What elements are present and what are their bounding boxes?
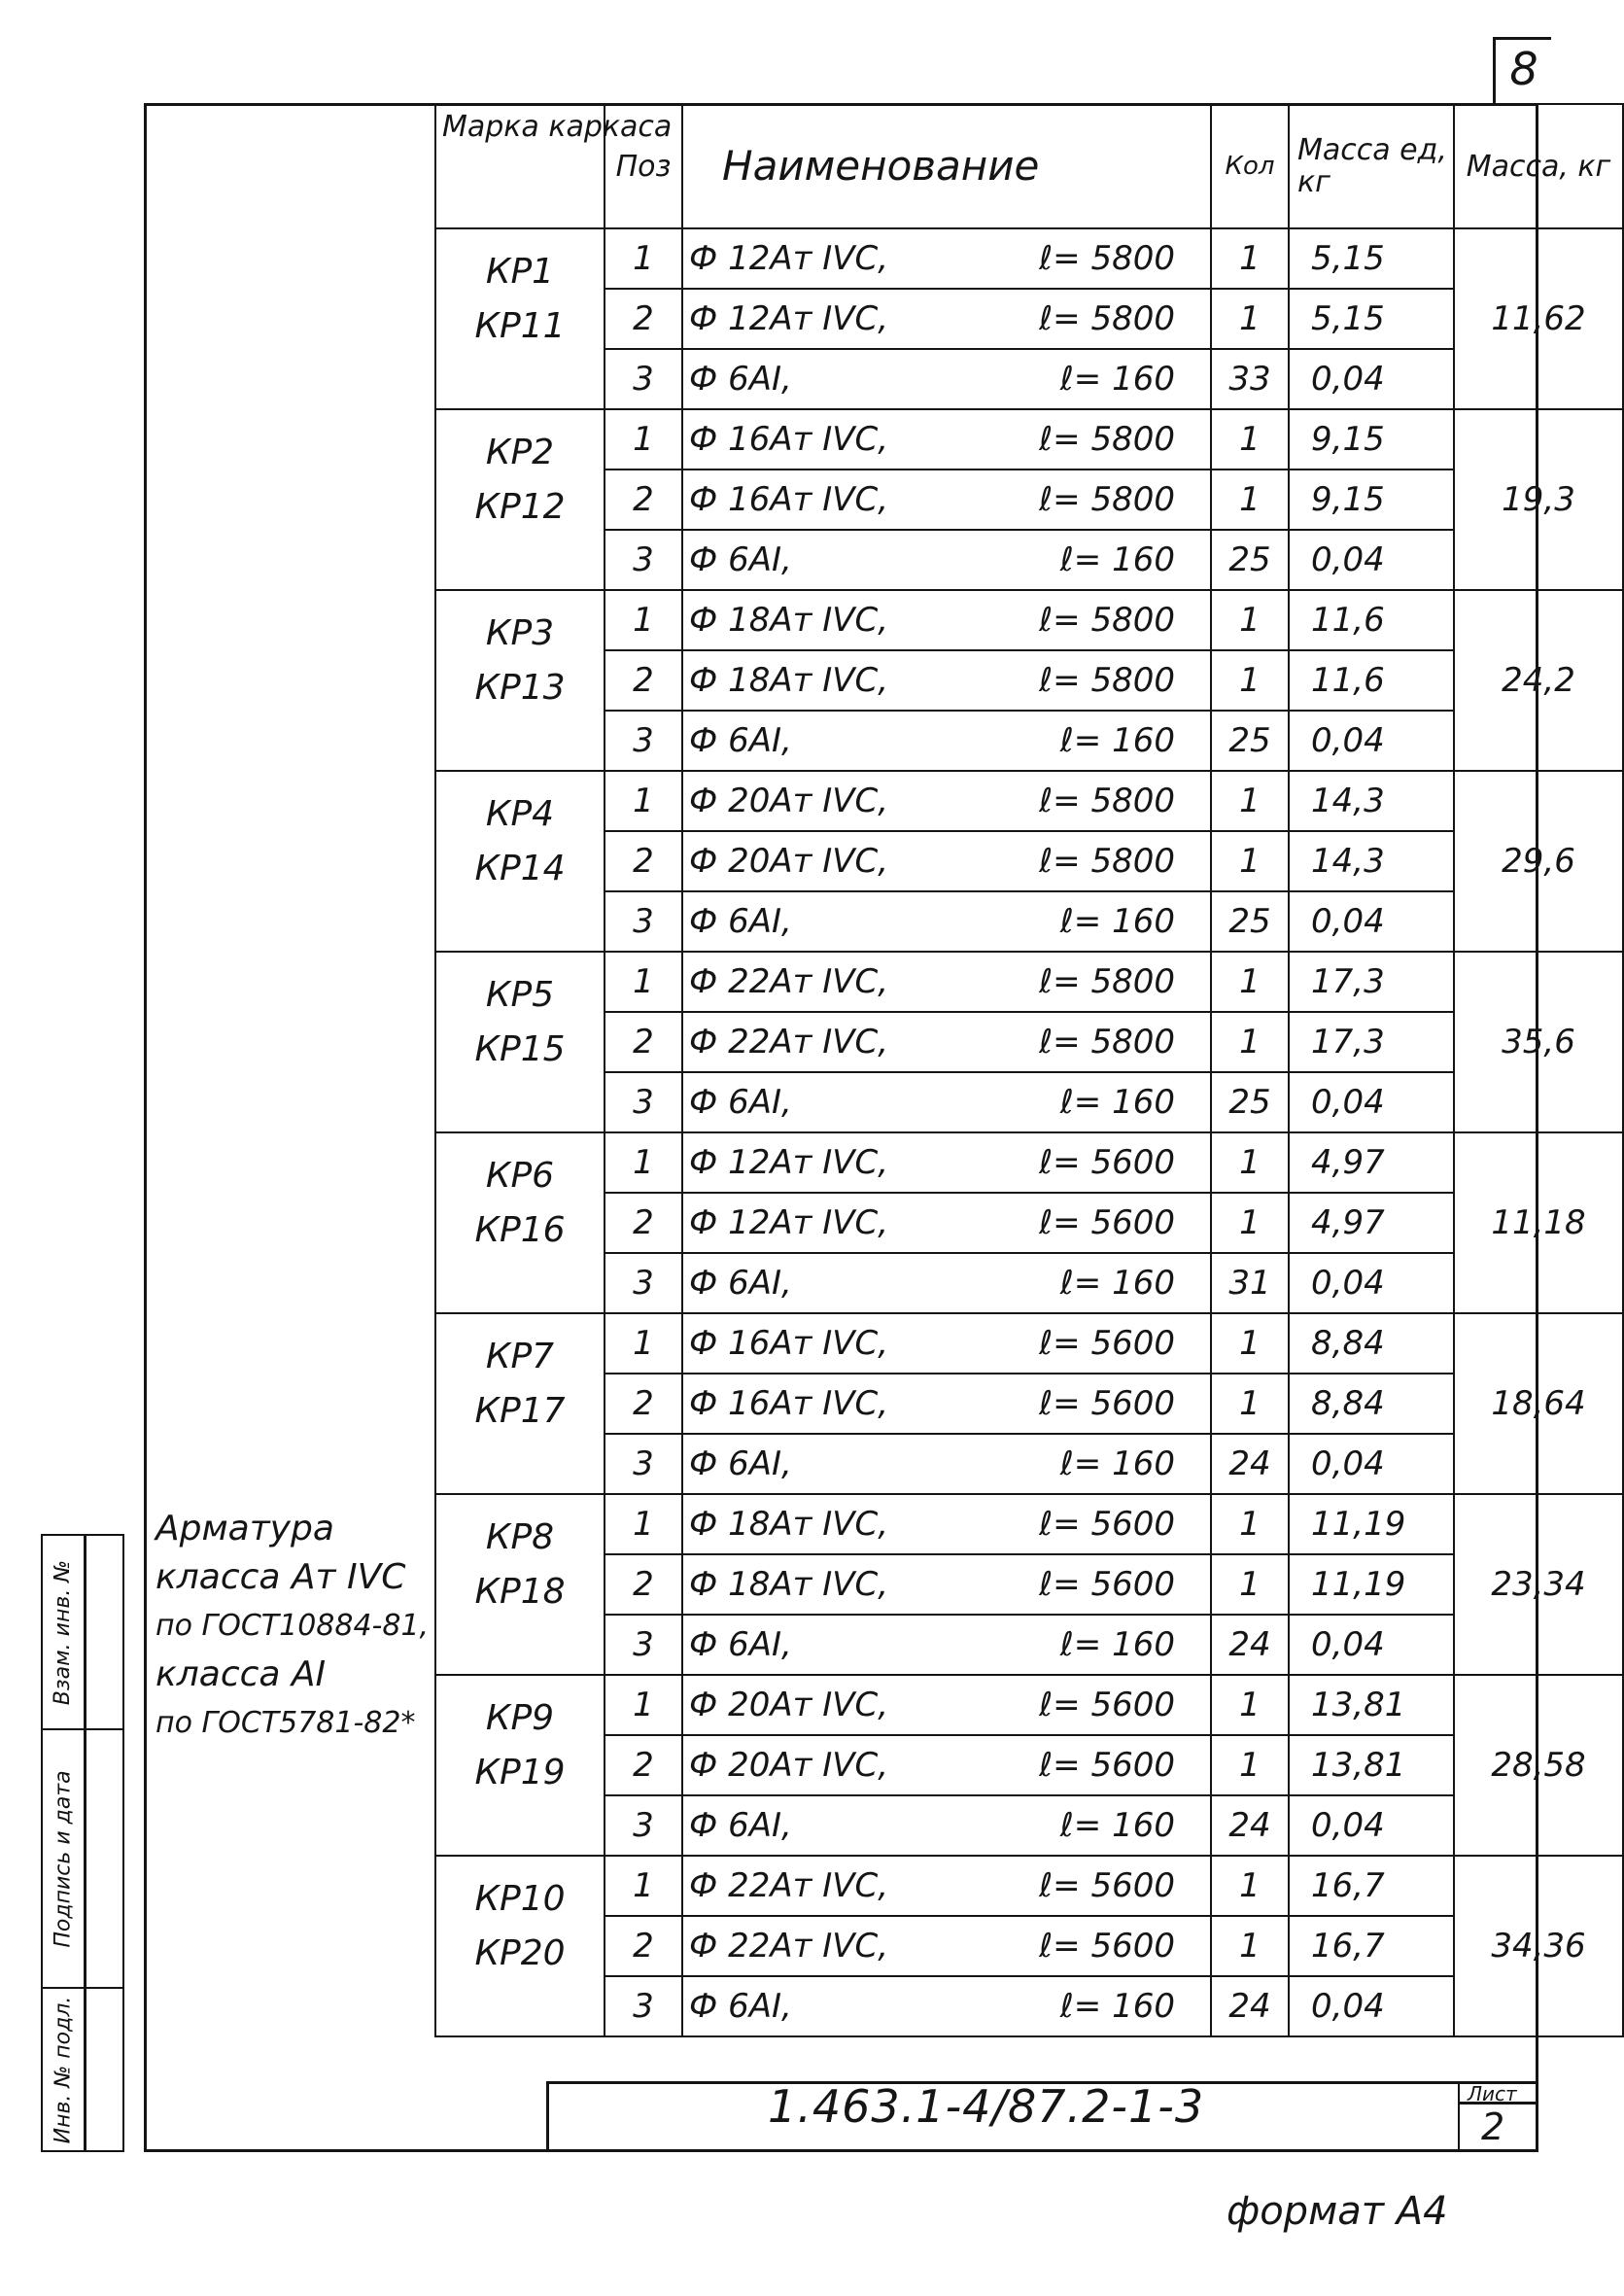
unit-mass-cell: 16,7 <box>1289 1916 1454 1976</box>
quantity-cell: 1 <box>1211 831 1289 891</box>
bar-designation: Ф 6АI, <box>689 360 792 399</box>
table-row <box>435 771 1623 831</box>
frame-mark: КР6 <box>485 1156 555 1196</box>
position-cell: 2 <box>605 831 682 891</box>
bar-designation: Ф 16Ат IVС, <box>689 1384 889 1423</box>
bar-designation: Ф 12Ат IVС, <box>689 239 889 278</box>
name-cell <box>682 289 1211 349</box>
frame-mark: КР9 <box>485 1698 555 1738</box>
bar-length: ℓ= 5600 <box>1039 1143 1175 1182</box>
total-mass-cell: 28,58 <box>1454 1675 1623 1856</box>
material-note-line: по ГОСТ10884-81, <box>155 1609 430 1643</box>
quantity-cell: 1 <box>1211 1494 1289 1554</box>
position-cell: 1 <box>605 1132 682 1193</box>
bar-designation: Ф 6АI, <box>689 1264 792 1303</box>
name-cell <box>682 1434 1211 1494</box>
unit-mass-cell: 0,04 <box>1289 891 1454 952</box>
table-row <box>435 891 1623 952</box>
quantity-cell: 33 <box>1211 349 1289 409</box>
unit-mass-cell: 0,04 <box>1289 349 1454 409</box>
name-cell <box>682 1976 1211 2036</box>
table-row <box>435 1132 1623 1193</box>
bar-length: ℓ= 160 <box>1059 902 1175 941</box>
header-qty: Кол <box>1211 104 1289 228</box>
bar-length: ℓ= 5800 <box>1039 480 1175 519</box>
table-row <box>435 1494 1623 1554</box>
position-cell: 3 <box>605 891 682 952</box>
quantity-cell: 31 <box>1211 1253 1289 1313</box>
total-mass-cell: 35,6 <box>1454 952 1623 1132</box>
quantity-cell: 1 <box>1211 409 1289 470</box>
unit-mass-cell: 11,19 <box>1289 1554 1454 1615</box>
frame-mark: КР7 <box>485 1337 555 1376</box>
specification-table <box>434 103 1624 2037</box>
material-note-line: Арматура <box>155 1509 334 1548</box>
name-cell <box>682 952 1211 1012</box>
frame-mark-cell <box>435 952 605 1132</box>
material-note-line: класса АI <box>155 1654 327 1694</box>
table-row <box>435 1554 1623 1615</box>
bar-designation: Ф 16Ат IVС, <box>689 480 889 519</box>
table-row <box>435 1675 1623 1735</box>
table-row <box>435 289 1623 349</box>
total-mass-cell: 19,3 <box>1454 409 1623 590</box>
frame-mark-cell <box>435 1313 605 1494</box>
material-note-line: класса Ат IVС <box>155 1557 406 1597</box>
position-cell: 3 <box>605 1253 682 1313</box>
table-row <box>435 1856 1623 1916</box>
quantity-cell: 1 <box>1211 1193 1289 1253</box>
bar-length: ℓ= 5800 <box>1039 239 1175 278</box>
bar-designation: Ф 22Ат IVС, <box>689 1023 889 1061</box>
unit-mass-cell: 5,15 <box>1289 289 1454 349</box>
bar-designation: Ф 6АI, <box>689 1987 792 2026</box>
table-row <box>435 590 1623 650</box>
position-cell: 3 <box>605 711 682 771</box>
bar-designation: Ф 18Ат IVС, <box>689 1505 889 1544</box>
quantity-cell: 1 <box>1211 771 1289 831</box>
total-mass-cell: 11,18 <box>1454 1132 1623 1313</box>
strip-label-inv-orig: Инв. № подл. <box>51 1996 76 2143</box>
bar-designation: Ф 6АI, <box>689 721 792 760</box>
table-row <box>435 650 1623 711</box>
table-row <box>435 1615 1623 1675</box>
sheet-label: Лист <box>1468 2082 1517 2105</box>
unit-mass-cell: 0,04 <box>1289 1615 1454 1675</box>
binding-strip <box>41 1534 124 2152</box>
material-note-line: по ГОСТ5781-82* <box>155 1706 416 1740</box>
name-cell <box>682 1916 1211 1976</box>
bar-designation: Ф 16Ат IVС, <box>689 420 889 459</box>
bar-designation: Ф 12Ат IVС, <box>689 1143 889 1182</box>
unit-mass-cell: 11,19 <box>1289 1494 1454 1554</box>
strip-cell-inv-orig <box>43 1989 122 2150</box>
frame-mark-alt: КР20 <box>474 1933 566 1973</box>
name-cell <box>682 891 1211 952</box>
bar-length: ℓ= 5600 <box>1039 1866 1175 1905</box>
table-row <box>435 1253 1623 1313</box>
header-unit-mass: Масса ед, кг <box>1289 104 1454 228</box>
frame-mark-alt: КР19 <box>474 1753 566 1792</box>
total-mass-cell: 24,2 <box>1454 590 1623 771</box>
total-mass-cell: 11,62 <box>1454 228 1623 409</box>
bar-length: ℓ= 5600 <box>1039 1565 1175 1604</box>
quantity-cell: 1 <box>1211 1916 1289 1976</box>
bar-length: ℓ= 160 <box>1059 1625 1175 1664</box>
quantity-cell: 1 <box>1211 470 1289 530</box>
position-cell: 1 <box>605 1856 682 1916</box>
position-cell: 1 <box>605 771 682 831</box>
frame-mark: КР1 <box>485 252 555 292</box>
unit-mass-cell: 4,97 <box>1289 1132 1454 1193</box>
bar-length: ℓ= 5800 <box>1039 299 1175 338</box>
bar-designation: Ф 18Ат IVС, <box>689 601 889 640</box>
unit-mass-cell: 0,04 <box>1289 1253 1454 1313</box>
table-row <box>435 1012 1623 1072</box>
frame-mark: КР3 <box>485 613 555 653</box>
quantity-cell: 24 <box>1211 1976 1289 2036</box>
material-note <box>155 1505 437 1748</box>
bar-designation: Ф 22Ат IVС, <box>689 962 889 1001</box>
frame-mark: КР8 <box>485 1517 555 1557</box>
unit-mass-cell: 13,81 <box>1289 1735 1454 1795</box>
unit-mass-cell: 0,04 <box>1289 1072 1454 1132</box>
position-cell: 3 <box>605 1976 682 2036</box>
bar-designation: Ф 18Ат IVС, <box>689 1565 889 1604</box>
frame-mark: КР5 <box>485 975 555 1015</box>
position-cell: 3 <box>605 1795 682 1856</box>
frame-mark-cell <box>435 409 605 590</box>
bar-length: ℓ= 5600 <box>1039 1927 1175 1966</box>
unit-mass-cell: 11,6 <box>1289 650 1454 711</box>
frame-mark-cell <box>435 590 605 771</box>
total-mass-cell: 29,6 <box>1454 771 1623 952</box>
position-cell: 1 <box>605 1494 682 1554</box>
frame-mark-cell <box>435 1856 605 2036</box>
table-row <box>435 1072 1623 1132</box>
bar-length: ℓ= 5800 <box>1039 782 1175 820</box>
bar-length: ℓ= 5800 <box>1039 842 1175 881</box>
frame-mark-cell <box>435 771 605 952</box>
position-cell: 3 <box>605 1615 682 1675</box>
bar-length: ℓ= 5600 <box>1039 1746 1175 1785</box>
unit-mass-cell: 11,6 <box>1289 590 1454 650</box>
name-cell <box>682 1132 1211 1193</box>
total-mass-cell: 34,36 <box>1454 1856 1623 2036</box>
name-cell <box>682 771 1211 831</box>
bar-designation: Ф 20Ат IVС, <box>689 842 889 881</box>
document-code: 1.463.1-4/87.2-1-3 <box>768 2080 1205 2133</box>
quantity-cell: 1 <box>1211 952 1289 1012</box>
frame-mark-cell <box>435 1494 605 1675</box>
name-cell <box>682 1193 1211 1253</box>
frame-mark-alt: КР13 <box>474 668 566 708</box>
bar-designation: Ф 22Ат IVС, <box>689 1927 889 1966</box>
quantity-cell: 1 <box>1211 1735 1289 1795</box>
bar-length: ℓ= 160 <box>1059 721 1175 760</box>
name-cell <box>682 1795 1211 1856</box>
frame-mark-cell <box>435 228 605 409</box>
table-row <box>435 1374 1623 1434</box>
bar-length: ℓ= 5800 <box>1039 1023 1175 1061</box>
header-mass: Масса, кг <box>1454 104 1623 228</box>
bar-designation: Ф 22Ат IVС, <box>689 1866 889 1905</box>
position-cell: 3 <box>605 1072 682 1132</box>
position-cell: 1 <box>605 590 682 650</box>
quantity-cell: 1 <box>1211 1856 1289 1916</box>
bar-length: ℓ= 160 <box>1059 540 1175 579</box>
name-cell <box>682 1554 1211 1615</box>
unit-mass-cell: 9,15 <box>1289 409 1454 470</box>
bar-length: ℓ= 5800 <box>1039 601 1175 640</box>
bar-designation: Ф 20Ат IVС, <box>689 1686 889 1724</box>
frame-mark-alt: КР16 <box>474 1210 566 1250</box>
bar-designation: Ф 6АI, <box>689 1625 792 1664</box>
unit-mass-cell: 14,3 <box>1289 831 1454 891</box>
position-cell: 2 <box>605 289 682 349</box>
bar-designation: Ф 20Ат IVС, <box>689 1746 889 1785</box>
frame-mark-alt: КР18 <box>474 1572 566 1612</box>
quantity-cell: 25 <box>1211 711 1289 771</box>
table-row <box>435 831 1623 891</box>
quantity-cell: 25 <box>1211 530 1289 590</box>
position-cell: 3 <box>605 530 682 590</box>
quantity-cell: 1 <box>1211 228 1289 289</box>
bar-length: ℓ= 160 <box>1059 1264 1175 1303</box>
frame-mark-alt: КР14 <box>474 849 566 888</box>
quantity-cell: 1 <box>1211 1675 1289 1735</box>
position-cell: 1 <box>605 1313 682 1374</box>
table-row <box>435 470 1623 530</box>
unit-mass-cell: 4,97 <box>1289 1193 1454 1253</box>
unit-mass-cell: 0,04 <box>1289 530 1454 590</box>
position-cell: 2 <box>605 470 682 530</box>
strip-cell-replaced-inv <box>43 1536 122 1730</box>
quantity-cell: 24 <box>1211 1615 1289 1675</box>
unit-mass-cell: 13,81 <box>1289 1675 1454 1735</box>
name-cell <box>682 1615 1211 1675</box>
quantity-cell: 1 <box>1211 1554 1289 1615</box>
header-mark: Марка каркаса <box>435 104 605 228</box>
name-cell <box>682 1374 1211 1434</box>
position-cell: 2 <box>605 650 682 711</box>
total-mass-cell: 23,34 <box>1454 1494 1623 1675</box>
position-cell: 3 <box>605 1434 682 1494</box>
bar-length: ℓ= 5600 <box>1039 1384 1175 1423</box>
name-cell <box>682 1675 1211 1735</box>
strip-label-replaced-inv: Взам. инв. № <box>51 1559 76 1705</box>
table-header-row <box>435 104 1623 228</box>
unit-mass-cell: 8,84 <box>1289 1374 1454 1434</box>
frame-mark: КР10 <box>474 1879 566 1919</box>
table-row <box>435 1735 1623 1795</box>
unit-mass-cell: 0,04 <box>1289 1434 1454 1494</box>
quantity-cell: 1 <box>1211 650 1289 711</box>
frame-mark-alt: КР15 <box>474 1029 566 1069</box>
strip-label-sign-date: Подпись и дата <box>51 1769 76 1948</box>
position-cell: 2 <box>605 1735 682 1795</box>
bar-length: ℓ= 5600 <box>1039 1324 1175 1363</box>
table-row <box>435 1795 1623 1856</box>
table-row <box>435 228 1623 289</box>
name-cell <box>682 831 1211 891</box>
quantity-cell: 1 <box>1211 1012 1289 1072</box>
bar-designation: Ф 18Ат IVС, <box>689 661 889 700</box>
name-cell <box>682 470 1211 530</box>
sheet-number: 2 <box>1481 2105 1505 2148</box>
table-row <box>435 530 1623 590</box>
bar-length: ℓ= 5800 <box>1039 661 1175 700</box>
position-cell: 2 <box>605 1374 682 1434</box>
name-cell <box>682 1072 1211 1132</box>
name-cell <box>682 409 1211 470</box>
quantity-cell: 1 <box>1211 1374 1289 1434</box>
strip-cell-sign-date <box>43 1730 122 1989</box>
table-row <box>435 349 1623 409</box>
bar-length: ℓ= 160 <box>1059 1444 1175 1483</box>
bar-length: ℓ= 5800 <box>1039 420 1175 459</box>
bar-length: ℓ= 5600 <box>1039 1203 1175 1242</box>
quantity-cell: 24 <box>1211 1434 1289 1494</box>
name-cell <box>682 349 1211 409</box>
position-cell: 3 <box>605 349 682 409</box>
position-cell: 1 <box>605 1675 682 1735</box>
name-cell <box>682 530 1211 590</box>
position-cell: 2 <box>605 1193 682 1253</box>
unit-mass-cell: 8,84 <box>1289 1313 1454 1374</box>
table-row <box>435 1976 1623 2036</box>
table-row <box>435 952 1623 1012</box>
quantity-cell: 1 <box>1211 590 1289 650</box>
name-cell <box>682 1253 1211 1313</box>
header-pos: Поз <box>605 104 682 228</box>
quantity-cell: 25 <box>1211 1072 1289 1132</box>
bar-designation: Ф 12Ат IVС, <box>689 1203 889 1242</box>
unit-mass-cell: 17,3 <box>1289 952 1454 1012</box>
bar-designation: Ф 6АI, <box>689 1444 792 1483</box>
quantity-cell: 1 <box>1211 1313 1289 1374</box>
name-cell <box>682 228 1211 289</box>
frame-mark-cell <box>435 1675 605 1856</box>
unit-mass-cell: 0,04 <box>1289 1976 1454 2036</box>
total-mass-cell: 18,64 <box>1454 1313 1623 1494</box>
bar-designation: Ф 20Ат IVС, <box>689 782 889 820</box>
unit-mass-cell: 17,3 <box>1289 1012 1454 1072</box>
unit-mass-cell: 5,15 <box>1289 228 1454 289</box>
name-cell <box>682 1012 1211 1072</box>
table-row <box>435 1193 1623 1253</box>
bar-length: ℓ= 160 <box>1059 1806 1175 1845</box>
table-row <box>435 1434 1623 1494</box>
bar-designation: Ф 12Ат IVС, <box>689 299 889 338</box>
name-cell <box>682 1735 1211 1795</box>
bar-length: ℓ= 160 <box>1059 1083 1175 1122</box>
bar-length: ℓ= 5600 <box>1039 1686 1175 1724</box>
position-cell: 1 <box>605 228 682 289</box>
position-cell: 2 <box>605 1012 682 1072</box>
table-row <box>435 1313 1623 1374</box>
bar-designation: Ф 6АI, <box>689 1806 792 1845</box>
format-label: формат А4 <box>1227 2189 1448 2234</box>
page-number: 8 <box>1509 43 1538 95</box>
table-row <box>435 1916 1623 1976</box>
name-cell <box>682 650 1211 711</box>
bar-designation: Ф 6АI, <box>689 902 792 941</box>
name-cell <box>682 1856 1211 1916</box>
frame-mark-alt: КР17 <box>474 1391 566 1431</box>
table-row <box>435 711 1623 771</box>
bar-designation: Ф 16Ат IVС, <box>689 1324 889 1363</box>
frame-mark-alt: КР12 <box>474 487 566 527</box>
unit-mass-cell: 16,7 <box>1289 1856 1454 1916</box>
name-cell <box>682 711 1211 771</box>
quantity-cell: 1 <box>1211 1132 1289 1193</box>
name-cell <box>682 1313 1211 1374</box>
frame-mark-cell <box>435 1132 605 1313</box>
frame-mark: КР2 <box>485 433 555 472</box>
unit-mass-cell: 0,04 <box>1289 1795 1454 1856</box>
table-row <box>435 409 1623 470</box>
header-name: Наименование <box>682 104 1211 228</box>
bar-designation: Ф 6АI, <box>689 1083 792 1122</box>
page-number-border <box>1493 37 1496 103</box>
frame-mark-alt: КР11 <box>474 306 566 346</box>
quantity-cell: 25 <box>1211 891 1289 952</box>
name-cell <box>682 590 1211 650</box>
bar-length: ℓ= 5800 <box>1039 962 1175 1001</box>
bar-length: ℓ= 160 <box>1059 360 1175 399</box>
bar-length: ℓ= 5600 <box>1039 1505 1175 1544</box>
name-cell <box>682 1494 1211 1554</box>
position-cell: 1 <box>605 952 682 1012</box>
quantity-cell: 24 <box>1211 1795 1289 1856</box>
position-cell: 2 <box>605 1554 682 1615</box>
unit-mass-cell: 0,04 <box>1289 711 1454 771</box>
frame-mark: КР4 <box>485 794 555 834</box>
bar-designation: Ф 6АI, <box>689 540 792 579</box>
quantity-cell: 1 <box>1211 289 1289 349</box>
unit-mass-cell: 14,3 <box>1289 771 1454 831</box>
position-cell: 2 <box>605 1916 682 1976</box>
bar-length: ℓ= 160 <box>1059 1987 1175 2026</box>
unit-mass-cell: 9,15 <box>1289 470 1454 530</box>
position-cell: 1 <box>605 409 682 470</box>
